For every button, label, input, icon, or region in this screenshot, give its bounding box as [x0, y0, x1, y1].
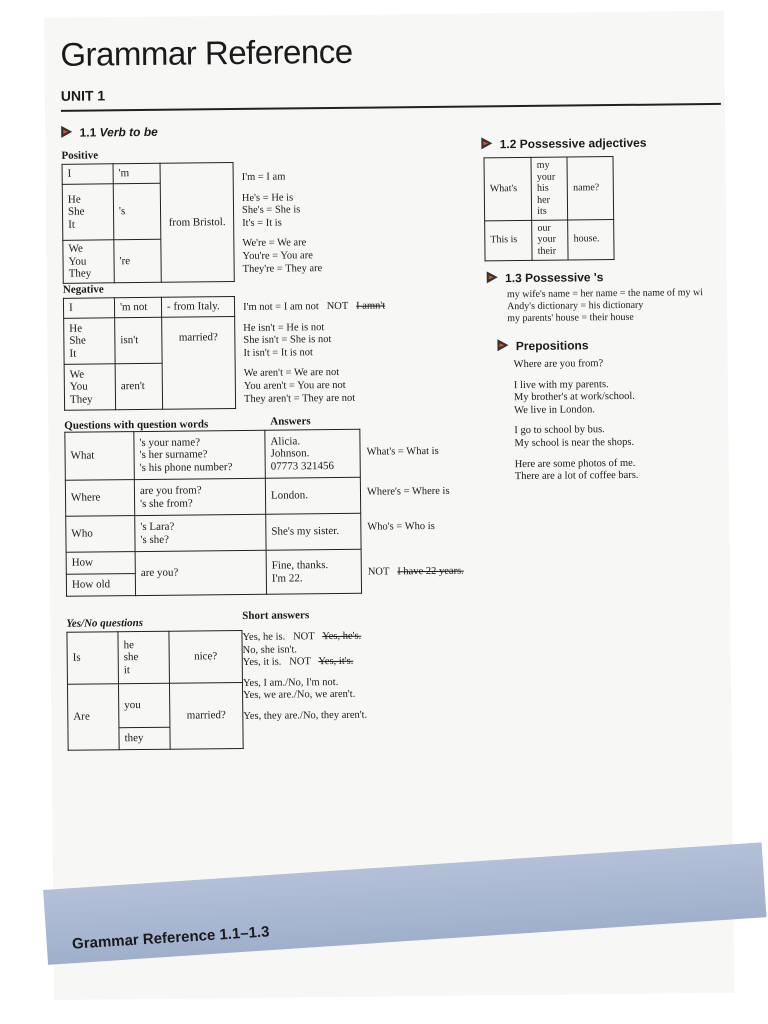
answer-cell: She's my sister. [266, 513, 361, 550]
prepositions-notes [514, 357, 715, 484]
complement-cell: nice? [169, 630, 243, 683]
note: I go to school by bus. My school is near the shops. [514, 424, 635, 450]
pronoun-cell: you [118, 683, 169, 728]
prepositions-heading [497, 338, 588, 353]
pronoun-cell: We You They [63, 240, 114, 283]
positive-table [62, 162, 235, 284]
footer-title: Grammar Reference 1.1–1.3 [71, 923, 270, 953]
pronoun-cell: We You They [64, 364, 115, 411]
answers-label: Answers [270, 415, 311, 428]
negative-label: Negative [62, 283, 104, 296]
page [44, 11, 734, 1000]
note: We aren't = We are not You aren't = You are not They aren't = They are not [243, 367, 356, 405]
note: Here are some photos of me. There are a lot of coffee bars. [514, 457, 639, 483]
verb-cell: 're [114, 239, 161, 282]
complement-cell: from Bristol. [160, 163, 234, 283]
note: my wife's name = her name = the name of my wi [506, 287, 704, 301]
positive-label: Positive [61, 149, 99, 162]
pronoun-cell: he she it [118, 631, 170, 684]
question-word-cell: What [65, 432, 134, 481]
arrow-icon [487, 271, 498, 283]
section-number: 1.2 [499, 137, 517, 152]
questions-table [64, 429, 362, 597]
note: I'm = I am [241, 171, 286, 183]
short-answer: Yes, they are./No, they aren't. [243, 709, 368, 722]
answer-text: Yes, it is. [242, 656, 282, 669]
question-word-cell: How [66, 552, 135, 575]
short-answers [242, 630, 443, 724]
answer-text: Yes, he is. [242, 631, 286, 643]
section-number: 1.3 [505, 271, 522, 286]
verb-cell: isn't [115, 317, 162, 363]
noun-cell: name? [567, 157, 613, 220]
short-answers-label: Short answers [242, 609, 310, 622]
negative-notes [243, 300, 434, 406]
pronoun-cell: I [63, 298, 114, 319]
phrase-cell: What's [484, 157, 532, 220]
not-word: NOT [289, 656, 311, 668]
short-answer: No, she isn't. [242, 643, 298, 656]
section-1-3-heading [487, 270, 604, 285]
verb-cell: 'm not [114, 297, 161, 317]
unit-heading: UNIT 1 [60, 87, 106, 104]
question-note: Who's = Who is [367, 520, 435, 533]
incorrect-form: Yes, it's. [318, 655, 354, 668]
question-word-cell: How old [66, 574, 135, 597]
phrase-cell: This is [485, 220, 533, 260]
yesno-label: Yes/No questions [66, 616, 144, 630]
section-number: 1.1 [79, 125, 97, 140]
question-note: Where's = Where is [366, 485, 450, 498]
arrow-icon [497, 339, 508, 351]
question-word-cell: Where [65, 480, 134, 517]
complement-cell: married? [162, 317, 236, 410]
note: Andy's dictionary = his dictionary [506, 299, 644, 313]
verb-cell: Are [67, 684, 119, 751]
note: Where are you from? [513, 358, 604, 371]
arrow-icon [481, 137, 492, 149]
short-answer: Yes, I am./No, I'm not. Yes, we are./No, we aren't. [242, 676, 356, 702]
note: He's = He is She's = She is It's = It is [241, 191, 301, 229]
verb-cell: Is [67, 632, 119, 685]
section-title: Possessive 's [525, 270, 604, 285]
section-title: Prepositions [515, 338, 589, 354]
not-word: NOT [293, 631, 315, 643]
question-word-cell: Who [66, 516, 135, 553]
note: my parents' house = their house [507, 311, 634, 325]
possessive-s-notes [507, 287, 732, 325]
possessive-adjectives-table [483, 156, 614, 261]
verb-cell: 's [113, 183, 161, 239]
question-note [368, 566, 464, 580]
complement-cell: - from Italy. [161, 297, 234, 318]
verb-cell: 'm [113, 163, 160, 183]
note: He isn't = He is not She isn't = She is not It isn't = It is not [243, 321, 332, 359]
section-title: Possessive adjectives [519, 135, 647, 152]
yesno-table [66, 630, 243, 751]
verb-cell: aren't [115, 363, 162, 409]
not-word: NOT [326, 300, 349, 313]
heading-rule [61, 103, 721, 112]
incorrect-form: I have 22 years. [397, 565, 464, 578]
pronoun-cell: they [119, 727, 170, 750]
incorrect-form: Yes, he's. [322, 630, 362, 643]
answer-cell: London. [265, 477, 360, 514]
section-1-1-heading [61, 125, 158, 140]
note-text: I'm not = I am not [242, 301, 319, 313]
note: I live with my parents. My brother's at work/school. We live in London. [513, 378, 635, 416]
answer-cell: Alicia. Johnson. 07773 321456 [265, 429, 360, 478]
section-1-2-heading [481, 136, 646, 152]
complement-cell: married? [169, 682, 243, 749]
adjective-cell: our your their [532, 220, 569, 260]
page-title: Grammar Reference [60, 32, 353, 73]
question-cell: are you from? 's she from? [134, 478, 265, 515]
pronoun-cell: I [62, 164, 113, 185]
question-note: What's = What is [366, 445, 439, 458]
adjective-cell: my your his her its [531, 157, 568, 220]
not-word: NOT [367, 566, 390, 578]
pronoun-cell: He She It [64, 318, 115, 365]
section-title: Verb to be [99, 124, 158, 140]
question-cell: 's your name? 's her surname? 's his phone number? [134, 430, 265, 479]
arrow-icon [61, 126, 72, 138]
question-cell: 's Lara? 's she? [135, 514, 266, 551]
positive-notes [242, 170, 383, 276]
questions-label: Questions with question words [64, 418, 209, 432]
note: We're = We are You're = You are They're = They are [242, 237, 323, 275]
incorrect-form: I amn't [356, 300, 386, 312]
negative-table [63, 296, 236, 411]
answer-cell: Fine, thanks. I'm 22. [266, 549, 361, 594]
pronoun-cell: He She It [62, 184, 114, 241]
question-cell: are you? [135, 550, 266, 595]
noun-cell: house. [568, 219, 614, 259]
